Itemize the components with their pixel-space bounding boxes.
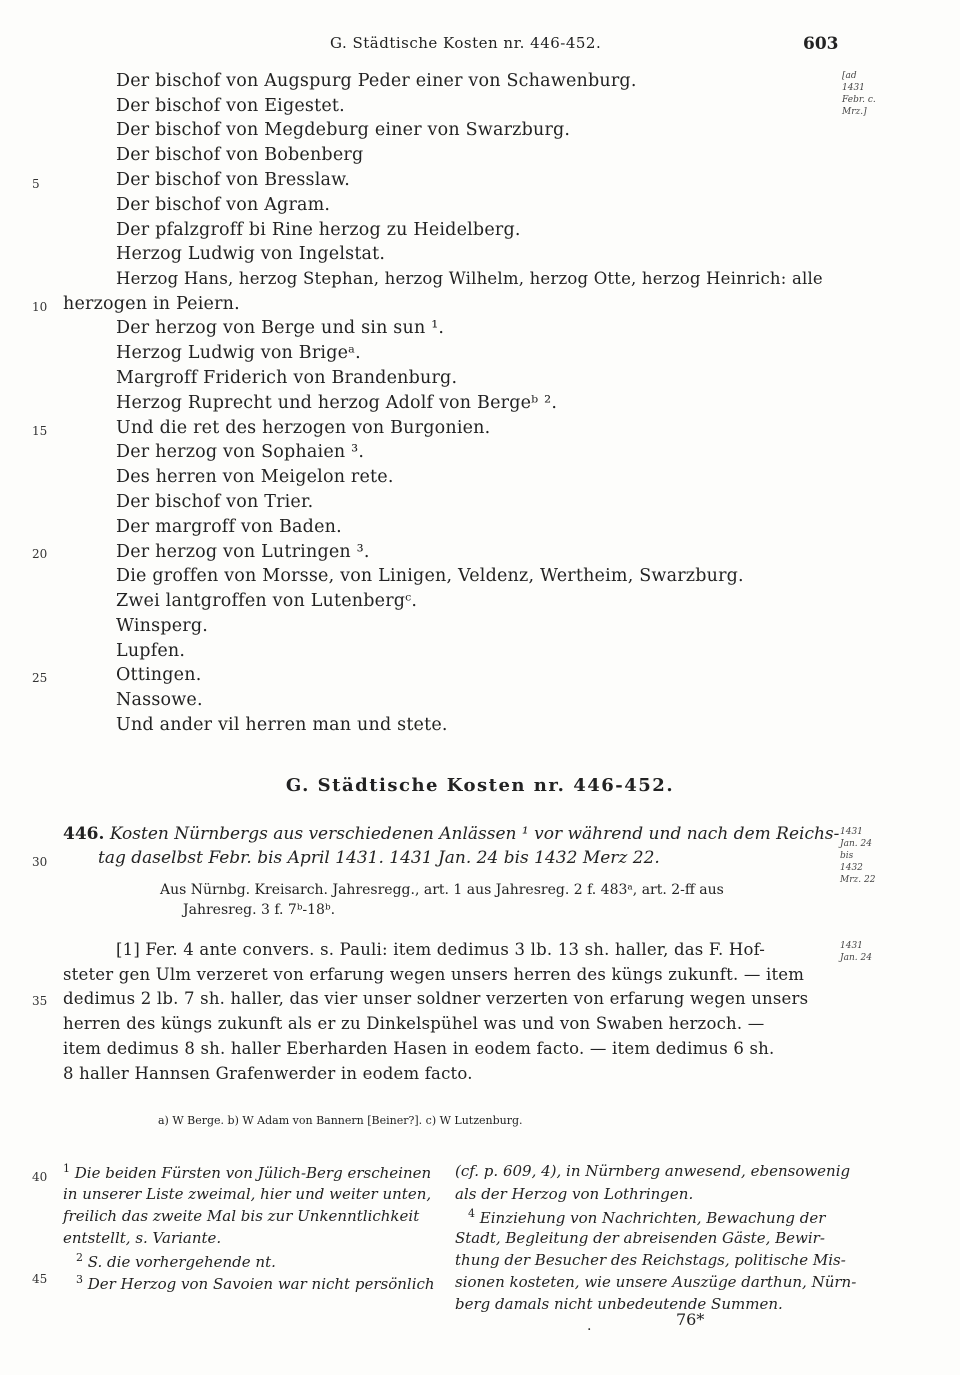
line-number: 15: [32, 424, 48, 438]
line-number: 45: [32, 1272, 48, 1286]
footnote-line: [455, 1295, 783, 1313]
footnote-line: [63, 1229, 221, 1247]
footnote-text: S. die vorhergehende nt.: [87, 1253, 276, 1271]
footnote-line: [76, 1251, 276, 1271]
footnote-line: [63, 1185, 431, 1203]
list-line: Nassowe.: [116, 690, 203, 710]
footnote-text: (cf. p. 609, 4), in Nürnberg anwesend, ebensowenig: [455, 1162, 851, 1180]
footnote-line: [455, 1273, 856, 1291]
margin-note-line: [ad: [842, 71, 857, 81]
footnote-text: als der Herzog von Lothringen.: [455, 1185, 694, 1203]
margin-note-line: 1431: [840, 827, 863, 837]
footnote-number: 3: [76, 1273, 83, 1286]
list-line: Margroff Friderich von Brandenburg.: [116, 368, 458, 388]
footnote-text: entstellt, s. Variante.: [63, 1229, 222, 1247]
margin-note-line: Jan. 24: [840, 839, 872, 849]
body-line: herren des küngs zukunft als er zu Dinkelspühel was und von Swaben herzoch. —: [63, 1014, 765, 1033]
entry-title-continued: [98, 848, 660, 868]
line-number: 40: [32, 1170, 48, 1184]
list-line: Des herren von Meigelon rete.: [116, 467, 394, 487]
list-line: Der bischof von Bresslaw.: [116, 170, 351, 190]
list-line: Zwei lantgroffen von Lutenbergᶜ.: [116, 591, 418, 611]
footnote-line: [63, 1207, 419, 1225]
margin-note-line: 1431: [840, 941, 863, 951]
list-line: Der herzog von Lutringen ³.: [116, 542, 370, 562]
list-line: herzogen in Peiern.: [63, 294, 240, 314]
list-line: Der bischof von Augspurg Peder einer von Schawenburg.: [116, 71, 637, 91]
list-line: Lupfen.: [116, 641, 186, 661]
footnote-text: freilich das zweite Mal bis zur Unkenntlichkeit: [63, 1207, 420, 1225]
sheet-signature: 76*: [676, 1310, 705, 1329]
body-line: steter gen Ulm verzeret von erfarung wegen unsers herren des küngs zukunft. — item: [63, 965, 805, 984]
line-number: 20: [32, 547, 48, 561]
footnote-line: [63, 1162, 431, 1182]
body-line: dedimus 2 lb. 7 sh. haller, das vier unser soldner verzerten von erfarung wegen unsers: [63, 989, 809, 1008]
list-line: Der bischof von Agram.: [116, 195, 331, 215]
margin-note-line: Mrz.]: [842, 107, 867, 117]
line-number: 10: [32, 300, 48, 314]
list-line: Herzog Ludwig von Brigeᵃ.: [116, 343, 361, 363]
entry-title-line: Kosten Nürnbergs aus verschiedenen Anlässen ¹ vor während und nach dem Reichs-: [109, 824, 840, 844]
entry-header: [63, 824, 839, 844]
footnote-line: [455, 1229, 825, 1247]
list-line: Und ander vil herren man und stete.: [116, 715, 448, 735]
footnote-number: 4: [468, 1207, 475, 1220]
body-line: item dedimus 8 sh. haller Eberharden Hasen in eodem facto. — item dedimus 6 sh.: [63, 1039, 775, 1058]
list-line: Die groffen von Morsse, von Linigen, Veldenz, Wertheim, Swarzburg.: [116, 566, 744, 586]
running-title: G. Städtische Kosten nr. 446-452.: [330, 34, 602, 52]
footnote-text: Einziehung von Nachrichten, Bewachung der: [479, 1209, 826, 1227]
list-line: Ottingen.: [116, 665, 202, 685]
margin-note-body: [840, 940, 872, 964]
line-number: 30: [32, 855, 48, 869]
footnote-text: thung der Besucher des Reichstags, politische Mis-: [455, 1251, 846, 1269]
list-line: Der bischof von Megdeburg einer von Swarzburg.: [116, 120, 571, 140]
margin-note-entry: [840, 826, 875, 886]
footnote-line: [76, 1273, 435, 1293]
list-line: Der bischof von Eigestet.: [116, 96, 345, 116]
entry-title-line: tag daselbst Febr. bis April 1431. 1431 Jan. 24 bis 1432 Merz 22.: [98, 848, 660, 868]
section-title: G. Städtische Kosten nr. 446-452.: [285, 775, 675, 796]
footnote-number: 2: [76, 1251, 83, 1264]
list-line: Der pfalzgroff bi Rine herzog zu Heidelberg.: [116, 220, 521, 240]
variant-notes: a) W Berge. b) W Adam von Bannern [Beiner?]. c) W Lutzenburg.: [158, 1114, 523, 1127]
list-line: Herzog Hans, herzog Stephan, herzog Wilhelm, herzog Otte, herzog Heinrich: alle: [116, 269, 823, 288]
footnote-number: 1: [63, 1162, 70, 1175]
list-line: Winsperg.: [116, 616, 209, 636]
line-number: 35: [32, 994, 48, 1008]
margin-note-top: [842, 70, 876, 118]
list-line: Der herzog von Berge und sin sun ¹.: [116, 318, 445, 338]
margin-note-line: 1432: [840, 863, 863, 873]
stray-dot: .: [587, 1318, 592, 1334]
body-line: 8 haller Hannsen Grafenwerder in eodem facto.: [63, 1064, 473, 1083]
footnote-text: in unserer Liste zweimal, hier und weiter unten,: [63, 1185, 432, 1203]
footnote-line: [455, 1185, 693, 1203]
footnote-text: sionen kosteten, wie unsere Auszüge darthun, Nürn-: [455, 1273, 857, 1291]
margin-note-line: bis: [840, 851, 854, 861]
footnote-line: [455, 1251, 846, 1269]
body-line: [1] Fer. 4 ante convers. s. Pauli: item dedimus 3 lb. 13 sh. haller, das F. Hof-: [116, 940, 766, 959]
footnote-text: Der Herzog von Savoien war nicht persönlich: [87, 1275, 435, 1293]
margin-note-line: Febr. c.: [842, 95, 876, 105]
margin-note-line: Jan. 24: [840, 953, 872, 963]
footnote-text: Die beiden Fürsten von Jülich-Berg erscheinen: [74, 1164, 432, 1182]
list-line: Und die ret des herzogen von Burgonien.: [116, 418, 491, 438]
list-line: Der bischof von Bobenberg: [116, 145, 364, 165]
footnote-text: Stadt, Begleitung der abreisenden Gäste, Bewir-: [455, 1229, 825, 1247]
entry-number: 446.: [63, 824, 105, 844]
list-line: Herzog Ludwig von Ingelstat.: [116, 244, 386, 264]
margin-note-line: Mrz. 22: [840, 875, 876, 885]
source-line: Jahresreg. 3 f. 7ᵇ-18ᵇ.: [183, 902, 336, 918]
list-line: Der bischof von Trier.: [116, 492, 314, 512]
page-number: 603: [803, 34, 839, 54]
list-line: Der herzog von Sophaien ³.: [116, 442, 365, 462]
source-line: Aus Nürnbg. Kreisarch. Jahresregg., art. 1 aus Jahresreg. 2 f. 483ᵃ, art. 2-ff aus: [160, 882, 724, 898]
line-number: 5: [32, 177, 40, 191]
footnote-line: [468, 1207, 825, 1227]
margin-note-line: 1431: [842, 83, 865, 93]
footnote-text: berg damals nicht unbedeutende Summen.: [455, 1295, 783, 1313]
list-line: Herzog Ruprecht und herzog Adolf von Bergeᵇ ².: [116, 393, 558, 413]
line-number: 25: [32, 671, 48, 685]
list-line: Der margroff von Baden.: [116, 517, 342, 537]
footnote-line: [455, 1162, 850, 1180]
